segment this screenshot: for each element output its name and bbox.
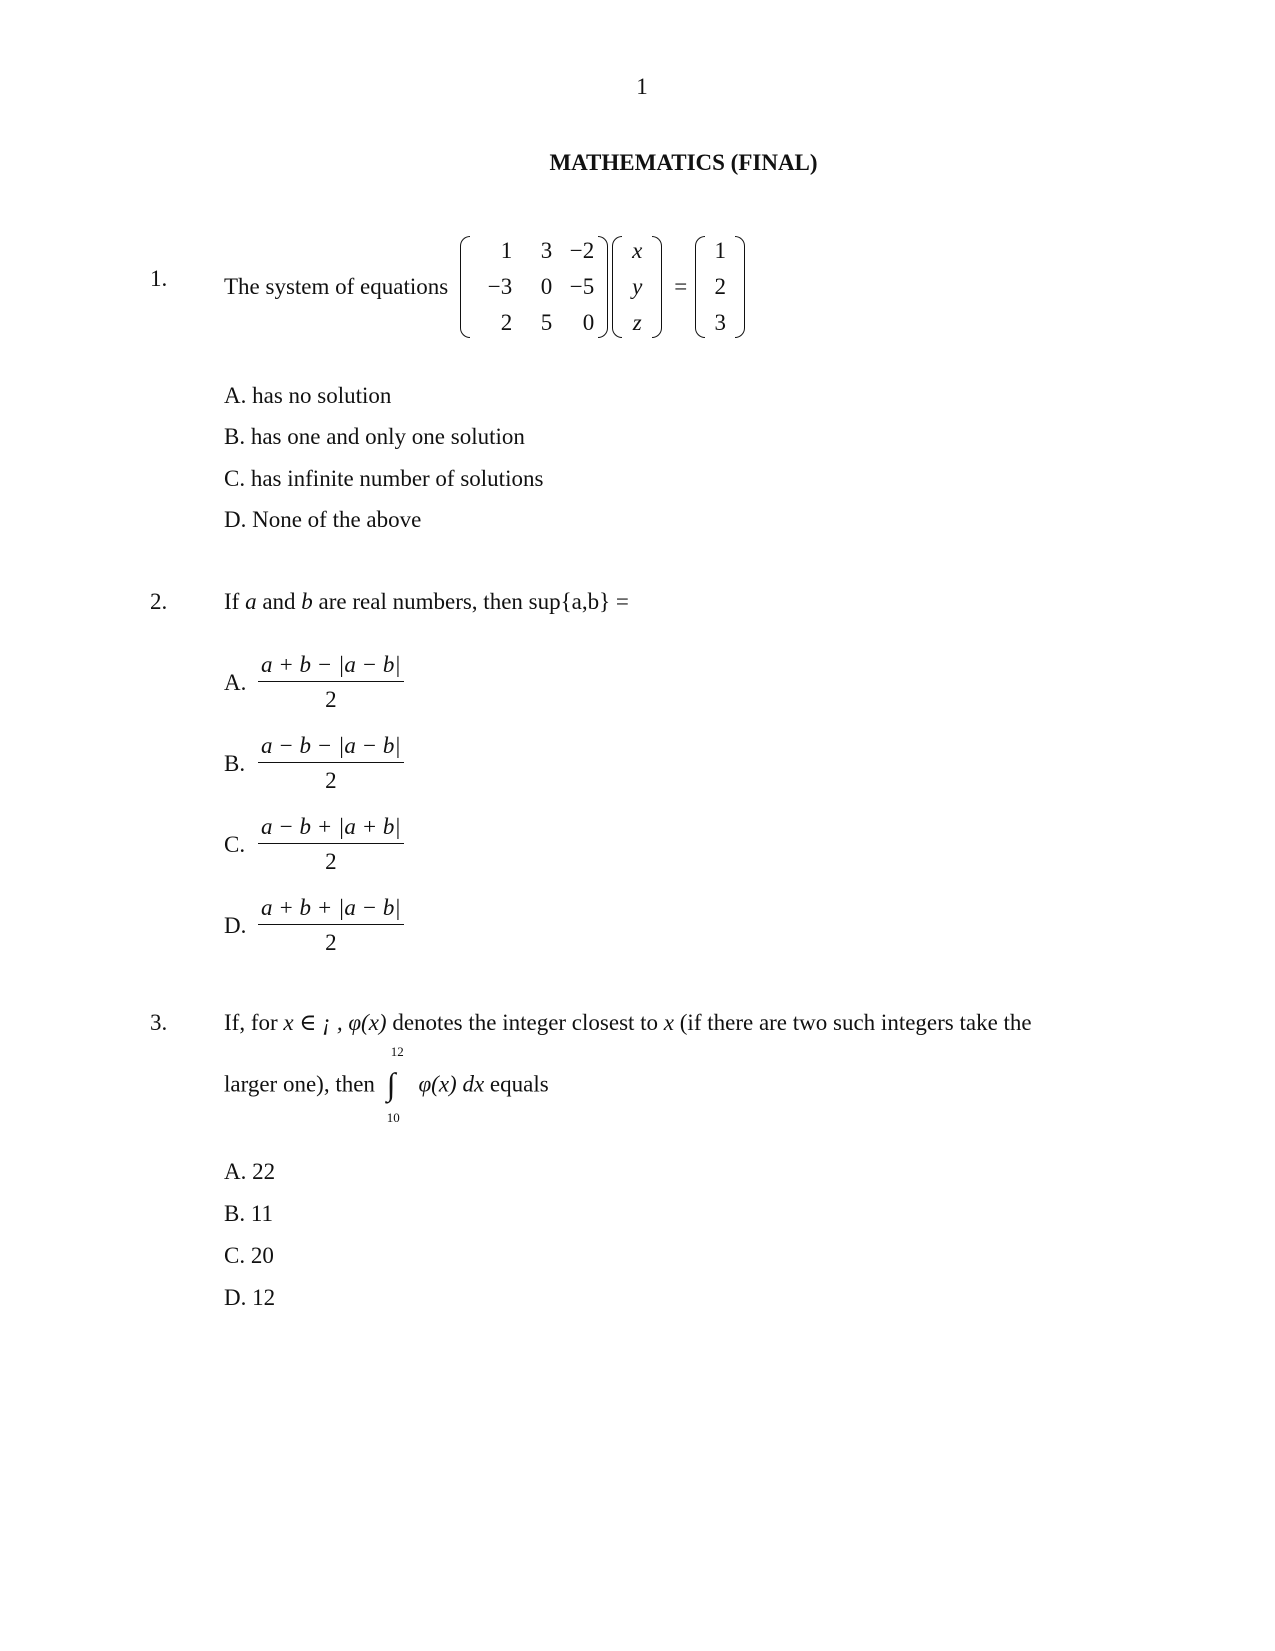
sup-expression: sup{a,b} =: [528, 589, 629, 614]
fraction: [258, 733, 404, 794]
question-1-option-a: A. has no solution: [224, 383, 392, 408]
equals-sign: =: [674, 274, 688, 299]
question-1-option-b: B. has one and only one solution: [224, 424, 525, 449]
denominator: 2: [325, 930, 337, 955]
fraction: [258, 895, 404, 956]
numerator: a + b + |a − b|: [258, 895, 404, 925]
vector-cell: 2: [714, 274, 726, 299]
right-paren: [598, 236, 608, 338]
integrand: φ(x) dx: [418, 1071, 485, 1097]
left-paren: [695, 236, 705, 338]
matrix-cell: 2: [500, 310, 513, 335]
upper-limit: 12: [390, 1044, 404, 1059]
vector-cell: 1: [714, 238, 726, 263]
variable-vector: [612, 236, 662, 338]
matrix-cell: 0: [540, 274, 553, 299]
question-1-number: 1.: [150, 266, 168, 291]
question-3-number: 3.: [150, 1010, 168, 1035]
denominator: 2: [325, 849, 337, 874]
matrix-cell: −5: [569, 274, 595, 299]
question-2-option-a: A. $\frac{a + b - |a - b|}{2}$: [224, 652, 404, 713]
numerator: a − b − |a − b|: [258, 733, 404, 763]
right-paren: [735, 236, 745, 338]
coefficient-matrix: [460, 236, 608, 338]
right-paren: [652, 236, 662, 338]
question-1-lead: The system of equations: [224, 274, 449, 299]
matrix-cell: 3: [540, 238, 553, 263]
lower-limit: 10: [386, 1110, 400, 1125]
denominator: 2: [325, 687, 337, 712]
matrix-cell: −2: [569, 238, 595, 263]
numerator: a + b − |a − b|: [258, 652, 404, 682]
question-3-option-a: A. 22: [224, 1159, 276, 1184]
integral-sign: 12 ∫ 10: [386, 1044, 404, 1125]
vector-cell: y: [632, 274, 643, 299]
matrix-cell: 0: [582, 310, 595, 335]
vector-cell: 3: [714, 310, 726, 335]
left-paren: [460, 236, 470, 338]
question-3-option-b: B. 11: [224, 1201, 273, 1226]
fraction: [258, 814, 404, 875]
rhs-vector: [695, 236, 745, 338]
denominator: 2: [325, 768, 337, 793]
vector-cell: z: [632, 310, 642, 335]
question-2-text: If a and b are real numbers, then sup{a,b} =: [224, 589, 629, 614]
question-2-number: 2.: [150, 589, 168, 614]
page-number: 1: [636, 74, 648, 99]
question-1-option-c: C. has infinite number of solutions: [224, 466, 544, 491]
question-1-equation: [224, 236, 749, 338]
question-2-option-c: C. $\frac{a - b + |a + b|}{2}$: [224, 814, 404, 875]
question-2-option-d: D. $\frac{a + b + |a - b|}{2}$: [224, 895, 404, 956]
question-3-option-d: D. 12: [224, 1285, 276, 1310]
question-3-line-2: larger one), then 12 ∫ 10 φ(x) dx equals: [224, 1044, 549, 1125]
question-3-line-1: If, for x ∈ ¡ , φ(x) denotes the integer closest to x (if there are two such integers take the: [224, 1010, 1032, 1035]
vector-cell: x: [632, 238, 643, 263]
numerator: a − b + |a + b|: [258, 814, 404, 844]
matrix-cell: 1: [500, 238, 513, 263]
page-title: MATHEMATICS (FINAL): [549, 150, 818, 175]
question-1-option-d: D. None of the above: [224, 507, 422, 532]
matrix-cell: −3: [487, 274, 513, 299]
fraction: [258, 652, 404, 713]
question-2-option-b: B. $\frac{a - b - |a - b|}{2}$: [224, 733, 404, 794]
question-3-option-c: C. 20: [224, 1243, 274, 1268]
matrix-cell: 5: [540, 310, 553, 335]
left-paren: [612, 236, 622, 338]
